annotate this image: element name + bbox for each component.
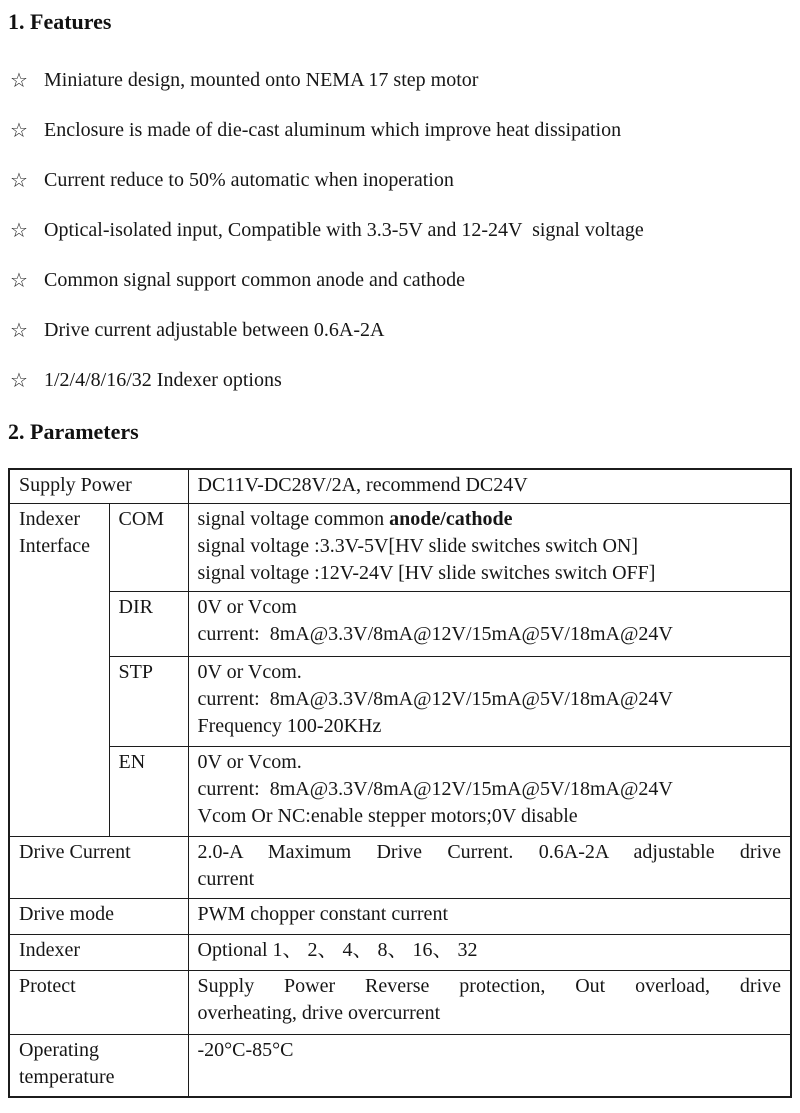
row-label-operating-temperature: Operating temperature: [9, 1034, 188, 1097]
features-list: [8, 68, 790, 392]
value-line: Frequency 100-20KHz: [197, 714, 382, 737]
table-row-drive-mode: [9, 898, 791, 934]
table-row-indexer: [9, 934, 791, 970]
row-value-protect: [188, 970, 791, 1034]
value-line: Supply Power Reverse protection, Out overload, drive: [197, 974, 782, 997]
row-value-drive-current: [188, 836, 791, 898]
table-row-drive-current: [9, 836, 791, 898]
row-value-en: [188, 746, 791, 836]
row-label-protect: Protect: [9, 970, 188, 1034]
star-bullet-icon: ☆: [10, 68, 28, 92]
star-bullet-icon: ☆: [10, 318, 28, 342]
feature-item: [8, 368, 790, 392]
feature-item-text: Miniature design, mounted onto NEMA 17 step motor: [44, 69, 479, 91]
table-row-stp: [9, 656, 791, 746]
table-row-supply-power: [9, 469, 791, 503]
row-value-drive-mode: [188, 898, 791, 934]
value-line: signal voltage :12V-24V [HV slide switches switch OFF]: [197, 561, 656, 584]
value-line: 0V or Vcom.: [197, 660, 302, 683]
value-line: 2.0-A Maximum Drive Current. 0.6A-2A adjustable drive: [197, 840, 782, 863]
row-label-drive-current: Drive Current: [9, 836, 188, 898]
row-value-indexer: [188, 934, 791, 970]
row-label-supply-power: Supply Power: [9, 469, 188, 503]
star-bullet-icon: ☆: [10, 118, 28, 142]
value-line: [198, 506, 782, 533]
feature-item: [8, 268, 790, 292]
value-line: overheating, drive overcurrent: [197, 1001, 441, 1024]
feature-item-text: Drive current adjustable between 0.6A-2A: [44, 319, 385, 341]
value-line: Optional 1、 2、 4、 8、 16、 32: [197, 938, 478, 961]
feature-item-text: Current reduce to 50% automatic when inoperation: [44, 169, 454, 191]
table-row-en: [9, 746, 791, 836]
value-line: Vcom Or NC:enable stepper motors;0V disable: [197, 804, 578, 827]
feature-item-text: Enclosure is made of die-cast aluminum which improve heat dissipation: [44, 119, 622, 141]
feature-item-text: Common signal support common anode and cathode: [44, 269, 466, 291]
table-row-dir: [9, 591, 791, 656]
value-line: PWM chopper constant current: [197, 902, 448, 925]
row-sublabel-stp: STP: [109, 656, 188, 746]
row-value-supply-power: [188, 469, 791, 503]
star-bullet-icon: ☆: [10, 218, 28, 242]
row-label-indexer-interface: Indexer Interface: [9, 503, 109, 836]
value-line: -20°C-85°C: [197, 1038, 294, 1061]
feature-item: [8, 318, 790, 342]
value-line: 0V or Vcom.: [197, 750, 302, 773]
feature-item: [8, 118, 790, 142]
value-line: 0V or Vcom: [197, 595, 297, 618]
value-text-bold: anode/cathode: [389, 507, 513, 530]
row-sublabel-dir: DIR: [109, 591, 188, 656]
row-value-com: [188, 503, 791, 591]
parameters-table: [8, 468, 792, 1098]
feature-item: [8, 68, 790, 92]
row-value-operating-temperature: [188, 1034, 791, 1097]
row-label-drive-mode: Drive mode: [9, 898, 188, 934]
table-row-com: [9, 503, 791, 591]
feature-item-text: 1/2/4/8/16/32 Indexer options: [44, 369, 282, 391]
value-line: DC11V-DC28V/2A, recommend DC24V: [197, 474, 528, 496]
value-text: signal voltage common: [197, 507, 390, 530]
feature-item-text: Optical-isolated input, Compatible with 3.3-5V and 12-24V signal voltage: [44, 219, 644, 241]
row-value-dir: [188, 591, 791, 656]
features-heading: 1. Features: [8, 9, 112, 34]
row-sublabel-com: COM: [109, 503, 188, 591]
value-line: current: 8mA@3.3V/8mA@12V/15mA@5V/18mA@24V: [197, 622, 673, 645]
row-label-indexer: Indexer: [9, 934, 188, 970]
feature-item: [8, 168, 790, 192]
value-line: current: 8mA@3.3V/8mA@12V/15mA@5V/18mA@24V: [197, 777, 673, 800]
table-row-protect: [9, 970, 791, 1034]
parameters-heading: 2. Parameters: [8, 419, 139, 444]
star-bullet-icon: ☆: [10, 268, 28, 292]
value-line: current: 8mA@3.3V/8mA@12V/15mA@5V/18mA@24V: [197, 687, 673, 710]
table-row-operating-temperature: [9, 1034, 791, 1097]
row-sublabel-en: EN: [109, 746, 188, 836]
feature-item: [8, 218, 790, 242]
star-bullet-icon: ☆: [10, 368, 28, 392]
row-value-stp: [188, 656, 791, 746]
value-line: signal voltage :3.3V-5V[HV slide switches switch ON]: [197, 534, 639, 557]
star-bullet-icon: ☆: [10, 168, 28, 192]
value-line: current: [197, 867, 255, 890]
